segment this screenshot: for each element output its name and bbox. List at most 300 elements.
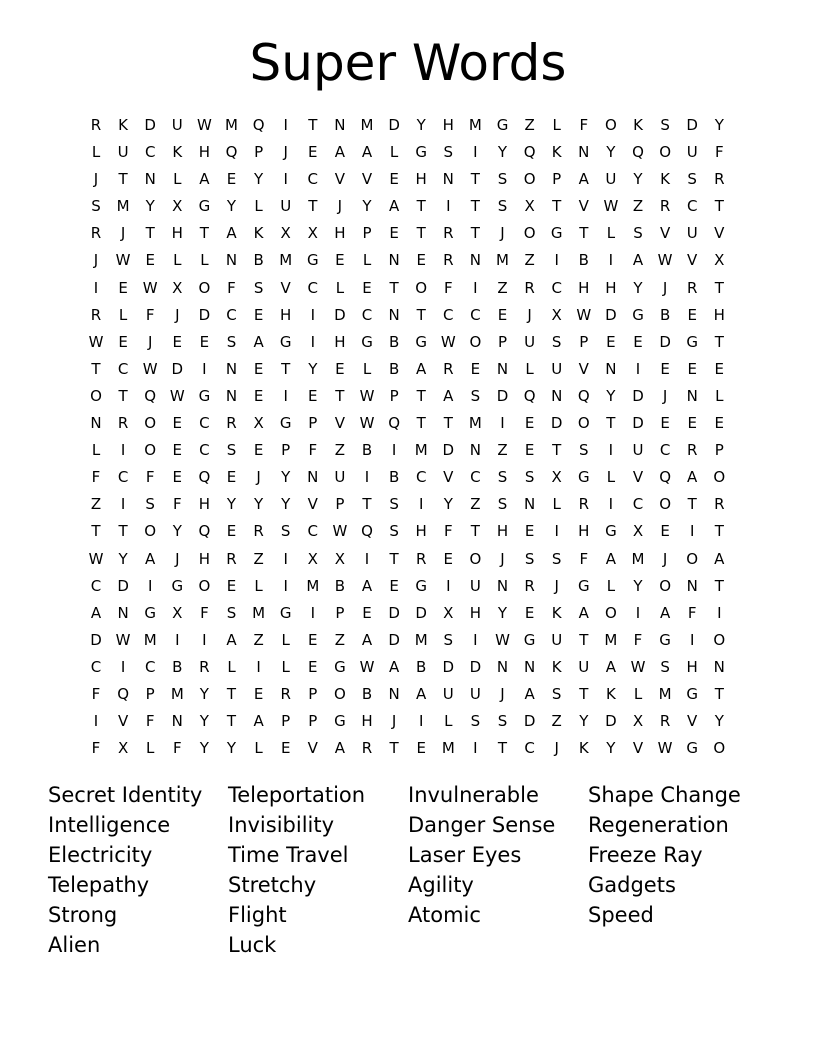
grid-letter: E [687,359,697,378]
grid-letter: Y [226,495,237,514]
grid-letter: J [93,251,99,270]
grid-letter: M [279,251,293,270]
grid-letter: D [686,116,698,134]
grid-letter: N [578,143,590,162]
grid-letter: T [335,386,345,405]
grid-letter: N [469,251,481,270]
grid-letter: A [632,251,644,270]
grid-letter: E [226,468,237,487]
grid-letter: T [714,197,724,216]
grid-letter: G [659,630,671,649]
grid-letter: C [415,468,427,487]
grid-letter: Y [281,495,291,514]
grid-letter: N [551,386,563,405]
grid-letter: U [171,116,183,134]
grid-row [91,519,726,546]
grid-letter: W [495,630,510,649]
grid-letter: N [90,414,102,433]
grid-letter: Y [362,197,372,216]
grid-letter: N [605,359,617,378]
grid-letter: A [714,549,725,568]
grid-letter: B [659,305,671,324]
grid-letter: D [659,332,671,351]
grid-letter: R [117,414,129,433]
grid-letter: J [337,197,343,216]
grid-letter: J [500,684,505,703]
grid-letter: I [147,576,153,595]
grid-letter: U [686,143,698,162]
grid-letter: F [91,684,101,703]
grid-letter: G [171,576,184,595]
grid-letter: F [687,603,697,622]
grid-letter: I [446,576,451,595]
grid-letter: A [524,684,535,703]
grid-letter: D [550,414,563,433]
grid-letter: A [90,603,102,622]
grid-letter: R [280,684,291,703]
grid-row [90,628,726,655]
grid-letter: G [577,468,590,487]
grid-letter: T [606,414,616,433]
grid-letter: R [443,359,454,378]
grid-letter: Q [361,522,373,541]
grid-letter: P [308,712,318,731]
grid-letter: F [227,278,236,297]
grid-letter: A [361,143,373,162]
grid-letter: E [687,305,697,324]
grid-letter: E [660,359,670,378]
grid-letter: T [389,739,399,758]
grid-letter: T [199,224,209,243]
grid-letter: Y [254,495,264,514]
grid-letter: E [253,441,264,460]
grid-letter: U [524,332,536,351]
grid-letter: R [361,739,373,758]
grid-letter: D [496,386,509,405]
grid-letter: Z [253,630,264,649]
grid-letter: D [334,305,346,324]
grid-letter: V [443,468,454,487]
grid-letter: R [659,712,671,731]
grid-letter: L [281,657,290,676]
grid-letter: I [310,603,316,622]
grid-letter: V [334,414,346,433]
grid-letter: E [497,305,508,324]
grid-letter: S [660,657,670,676]
grid-row [93,167,726,194]
grid-letter: W [169,386,185,405]
grid-letter: L [146,739,155,758]
grid-letter: M [468,116,482,134]
grid-letter: V [687,251,698,270]
grid-letter: N [686,386,698,405]
grid-letter: I [175,630,180,649]
grid-letter: B [388,359,400,378]
grid-letter: I [202,630,207,649]
grid-letter: L [91,143,101,162]
grid-letter: A [605,657,617,676]
grid-letter: Z [90,495,102,514]
grid-letter: O [415,278,428,297]
grid-letter: Z [551,712,562,731]
grid-letter: T [118,170,128,189]
grid-letter: T [714,684,724,703]
grid-letter: C [686,197,698,216]
grid-letter: W [603,197,619,216]
grid-letter: A [605,549,617,568]
grid-letter: I [283,116,288,134]
grid-letter: L [227,657,236,676]
grid-letter: W [657,739,673,758]
grid-letter: M [604,630,618,649]
grid-letter: E [118,332,128,351]
grid-letter: W [359,657,375,676]
grid-letter: T [416,224,426,243]
grid-letter: G [577,576,590,595]
grid-letter: Y [199,684,209,703]
grid-letter: R [524,278,535,297]
grid-letter: P [335,495,345,514]
grid-letter: Q [632,143,644,162]
grid-letter: O [144,441,157,460]
grid-letter: N [225,359,238,378]
grid-letter: K [551,603,562,622]
grid-letter: C [307,278,319,297]
grid-letter: Q [388,414,400,433]
grid-letter: X [307,549,318,568]
grid-letter: T [416,197,426,216]
grid-letter: I [283,170,288,189]
grid-letter: J [554,576,559,595]
grid-letter: G [686,684,698,703]
grid-letter: C [144,657,156,676]
grid-letter: O [469,332,482,351]
grid-letter: R [714,495,725,514]
word-column [48,780,228,960]
grid-letter: B [334,576,346,595]
grid-letter: U [686,224,698,243]
grid-letter: E [172,441,183,460]
grid-letter: J [662,278,668,297]
grid-letter: K [578,739,589,758]
grid-letter: O [198,278,211,297]
grid-letter: N [388,305,400,324]
grid-letter: W [630,657,646,676]
grid-letter: Y [226,197,237,216]
grid-letter: S [497,170,508,189]
grid-letter: O [469,549,482,568]
grid-letter: S [687,170,697,189]
grid-letter: I [93,712,99,731]
grid-letter: Q [252,116,265,134]
grid-letter: Q [523,386,536,405]
grid-letter: R [443,224,454,243]
grid-letter: Y [714,116,724,134]
grid-letter: J [93,170,99,189]
grid-letter: Y [606,143,616,162]
grid-letter: W [440,332,456,351]
grid-letter: N [225,251,238,270]
grid-letter: B [416,657,427,676]
grid-letter: I [93,278,99,297]
grid-letter: G [550,224,563,243]
grid-letter: M [143,630,157,649]
grid-letter: H [415,522,427,541]
grid-letter: E [253,684,264,703]
grid-letter: E [308,630,318,649]
grid-letter: F [172,739,182,758]
grid-letter: W [142,278,158,297]
grid-letter: E [308,657,318,676]
grid-letter: F [443,278,453,297]
grid-letter: F [714,143,724,162]
grid-row [90,492,726,519]
grid-letter: Q [225,143,238,162]
grid-letter: L [606,468,616,487]
grid-letter: H [334,332,346,351]
grid-letter: I [635,359,641,378]
grid-letter: X [307,224,318,243]
grid-letter: I [608,495,614,514]
grid-letter: D [632,414,644,433]
grid-letter: J [175,549,180,568]
grid-letter: Y [497,143,508,162]
grid-letter: S [470,712,481,731]
grid-letter: F [172,495,182,514]
grid-letter: O [144,522,157,541]
grid-letter: E [416,739,426,758]
grid-row [91,357,726,384]
word-list-item: Laser Eyes [408,843,522,867]
grid-letter: L [525,359,534,378]
grid-letter: V [334,170,346,189]
grid-letter: P [389,386,399,405]
grid-letter: Y [308,359,318,378]
grid-letter: L [606,576,616,595]
grid-letter: R [415,549,427,568]
grid-letter: N [117,603,129,622]
grid-letter: S [660,116,670,134]
grid-letter: E [470,359,481,378]
grid-letter: K [551,143,562,162]
grid-letter: L [254,197,263,216]
grid-letter: J [283,143,288,162]
grid-letter: D [523,712,536,731]
grid-letter: F [91,468,101,487]
grid-letter: Z [524,251,535,270]
grid-row [91,194,726,221]
grid-letter: Z [334,441,346,460]
grid-letter: K [253,224,264,243]
grid-letter: I [391,441,397,460]
grid-letter: E [253,305,264,324]
grid-letter: C [470,468,481,487]
grid-letter: G [632,305,644,324]
grid-letter: X [253,414,264,433]
grid-letter: T [362,495,372,514]
grid-letter: Y [199,712,209,731]
grid-letter: P [362,224,372,243]
grid-letter: H [469,603,482,622]
grid-letter: Z [497,441,508,460]
grid-letter: K [633,116,643,134]
grid-letter: E [172,468,183,487]
grid-letter: A [388,657,400,676]
grid-letter: Y [633,170,643,189]
grid-letter: S [253,278,264,297]
grid-letter: N [442,170,454,189]
grid-letter: S [524,549,535,568]
grid-letter: E [172,332,183,351]
word-list-item: Atomic [408,903,481,927]
grid-letter: T [470,170,480,189]
grid-letter: S [524,468,535,487]
grid-letter: J [120,224,126,243]
grid-letter: L [335,278,345,297]
grid-letter: I [283,386,288,405]
page-title: Super Words [249,34,567,92]
grid-letter: E [226,576,237,595]
grid-letter: L [606,224,616,243]
grid-letter: O [713,739,726,758]
grid-letter: F [308,441,318,460]
grid-letter: N [496,657,509,676]
grid-letter: E [145,251,155,270]
grid-letter: X [632,712,644,731]
word-column [408,780,588,930]
grid-letter: T [579,684,589,703]
grid-letter: R [686,278,698,297]
grid-letter: C [90,657,102,676]
grid-letter: H [415,170,427,189]
grid-letter: U [334,468,346,487]
grid-letter: E [714,359,725,378]
grid-letter: A [145,549,156,568]
grid-letter: J [391,712,397,731]
grid-letter: L [200,251,209,270]
grid-letter: P [497,332,508,351]
grid-letter: X [172,603,183,622]
letter-grid [88,113,726,763]
grid-letter: O [713,468,726,487]
grid-letter: I [418,495,424,514]
grid-letter: O [659,143,671,162]
grid-letter: U [280,197,292,216]
grid-letter: L [444,712,453,731]
grid-row [90,411,726,438]
grid-letter: X [280,224,291,243]
grid-letter: Z [632,197,644,216]
grid-letter: A [416,684,427,703]
grid-letter: Q [117,684,129,703]
grid-letter: M [225,116,238,134]
grid-letter: E [253,386,264,405]
grid-letter: M [414,630,428,649]
grid-letter: I [473,739,478,758]
grid-row [91,682,726,709]
grid-letter: M [170,684,184,703]
grid-letter: E [389,576,399,595]
grid-letter: U [469,576,481,595]
grid-letter: T [226,684,237,703]
grid-letter: M [496,251,509,270]
word-list-item: Regeneration [588,813,729,837]
grid-letter: L [254,739,263,758]
grid-letter: G [496,116,509,134]
grid-letter: C [443,305,454,324]
grid-letter: L [362,359,372,378]
grid-letter: D [388,116,400,134]
grid-row [90,601,726,628]
grid-letter: W [115,251,131,270]
grid-letter: N [523,657,536,676]
grid-letter: T [579,224,589,243]
grid-letter: H [578,278,590,297]
grid-letter: G [334,657,346,676]
grid-letter: E [524,414,535,433]
grid-letter: I [364,549,370,568]
grid-letter: M [468,414,482,433]
grid-letter: I [364,468,370,487]
grid-letter: P [579,332,589,351]
grid-letter: D [469,657,482,676]
grid-letter: E [660,414,670,433]
grid-letter: O [523,170,536,189]
grid-letter: P [308,414,318,433]
grid-row [93,248,726,275]
grid-letter: T [118,386,128,405]
grid-letter: E [362,603,372,622]
grid-letter: D [171,359,184,378]
grid-letter: E [362,278,372,297]
grid-letter: E [524,603,535,622]
grid-letter: D [442,441,455,460]
grid-letter: V [659,224,671,243]
grid-letter: M [414,441,428,460]
grid-letter: V [714,224,725,243]
grid-letter: O [659,576,671,595]
grid-letter: C [551,278,562,297]
grid-letter: T [226,712,237,731]
grid-letter: D [415,603,427,622]
grid-letter: H [198,549,211,568]
grid-letter: S [551,332,562,351]
grid-letter: R [578,495,590,514]
word-list-item: Shape Change [588,783,741,807]
grid-letter: I [283,549,288,568]
grid-letter: E [524,522,535,541]
grid-letter: K [118,116,129,134]
grid-letter: N [469,441,481,460]
grid-letter: M [116,197,130,216]
grid-letter: G [686,332,698,351]
grid-letter: C [117,468,129,487]
grid-letter: J [662,549,668,568]
grid-letter: I [202,359,207,378]
grid-letter: D [632,386,644,405]
grid-letter: B [253,251,264,270]
grid-letter: R [199,657,210,676]
grid-letter: Y [606,386,616,405]
grid-letter: T [552,197,562,216]
grid-letter: Y [118,549,128,568]
grid-letter: S [551,684,562,703]
grid-letter: J [662,386,668,405]
grid-letter: K [660,170,671,189]
grid-letter: H [686,657,698,676]
grid-letter: I [120,495,126,514]
grid-letter: N [225,386,238,405]
